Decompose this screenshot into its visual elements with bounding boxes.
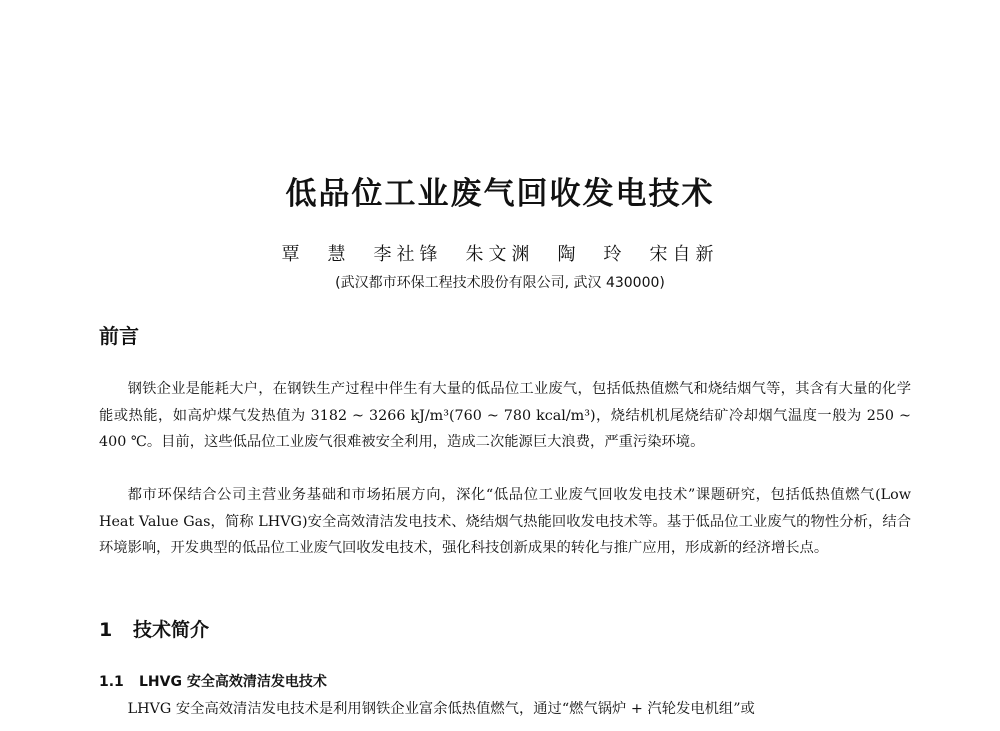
section-number: 1 — [99, 619, 113, 641]
preface-paragraph-2: 都市环保结合公司主营业务基础和市场拓展方向，深化“低品位工业废气回收发电技术”课题研究，包括低热值燃气(Low Heat Value Gas，简称 LHVG)安全高效清洁发电技术、烧结烟气热能回收发电技术等。基于低品位工业废气的物性分析，结合环境影响，开发典型的低品位工业废气回收发电技术，强化科技创新成果的转化与推广应用，形成新的经济增长点。 — [99, 487, 911, 556]
section-1-heading — [99, 615, 209, 642]
author-list: 覃 慧 李社锋 朱文渊 陶 玲 宋自新 — [281, 244, 719, 265]
paper-title: 低品位工业废气回收发电技术 — [285, 176, 715, 212]
affiliation: (武汉都市环保工程技术股份有限公司, 武汉 430000) — [335, 275, 665, 291]
subsection-1-1-paragraph: LHVG 安全高效清洁发电技术是利用钢铁企业富余低热值燃气，通过“燃气锅炉 + 汽轮发电机组”或 — [127, 701, 755, 717]
preface-paragraph-1: 钢铁企业是能耗大户，在钢铁生产过程中伴生有大量的低品位工业废气，包括低热值燃气和烧结烟气等，其含有大量的化学能或热能，如高炉煤气发热值为 3182 ~ 3266 kJ/m³(760 ~ 780 kcal/m³)，烧结机机尾烧结矿冷却烟气温度一般为 250 ~ 400 ℃。目前，这些低品位工业废气很难被安全利用，造成二次能源巨大浪费，严重污染环境。 — [99, 381, 911, 450]
section-title: 技术简介 — [133, 619, 210, 641]
subsection-1-1-heading — [99, 671, 327, 691]
subsection-number: 1.1 — [99, 674, 124, 690]
subsection-title: LHVG 安全高效清洁发电技术 — [139, 674, 327, 690]
preface-heading: 前言 — [99, 324, 139, 348]
